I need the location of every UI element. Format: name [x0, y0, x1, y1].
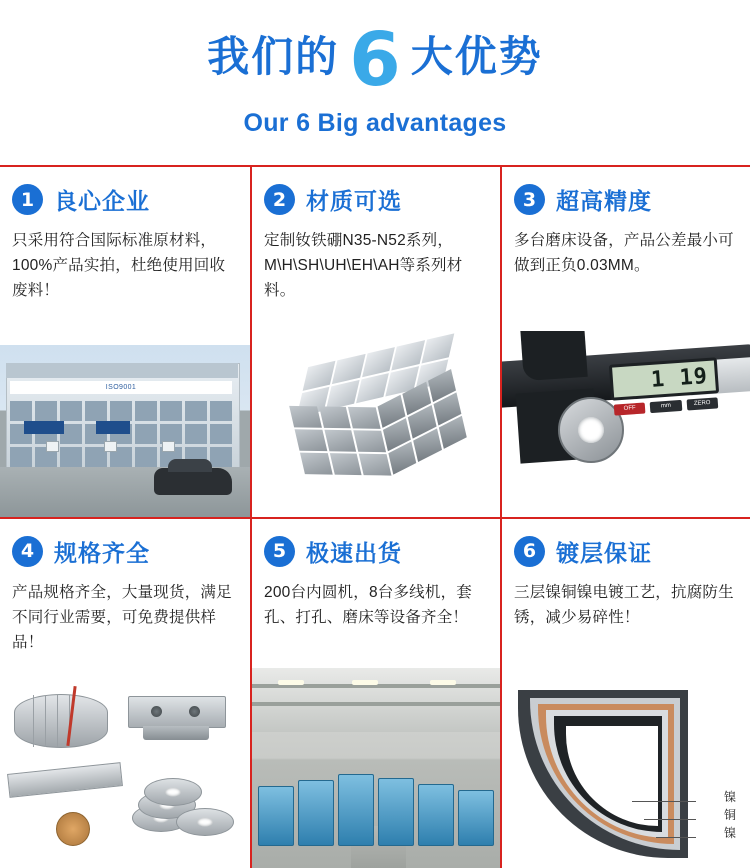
advantage-5-head: [264, 535, 488, 568]
headline-subtitle: Our 6 Big advantages: [243, 108, 507, 137]
grinding-machine: [298, 780, 334, 846]
building-banner-text: ISO9001: [10, 381, 232, 394]
bar-magnet: [7, 762, 123, 798]
block-magnet-with-holes: [128, 696, 226, 728]
machine-row: [252, 758, 500, 846]
ring-magnet: [144, 778, 202, 806]
advantage-card-3: [500, 165, 750, 517]
advantage-1-text: 只采用符合国际标准原材料，100%产品实拍，杜绝使用回收废料！: [12, 232, 226, 300]
grinding-machine: [338, 774, 374, 846]
layer-label-copper: 铜: [723, 808, 736, 822]
advantage-4-media: [0, 682, 250, 868]
advantage-3-head: [514, 183, 738, 216]
building-roofline: [6, 363, 238, 378]
caliper-lcd-screen: [609, 357, 719, 400]
countersunk-hole-icon: [189, 706, 200, 717]
ring-magnet-group: [132, 778, 218, 834]
ac-unit-icon: [104, 441, 117, 452]
countersunk-hole-icon: [151, 706, 162, 717]
advantage-3-media: [502, 331, 750, 517]
number-badge-icon: 2: [264, 184, 295, 215]
headline: [0, 17, 750, 103]
coating-cross-section-photo: [502, 682, 750, 868]
building-sign-left: [24, 421, 64, 434]
advantage-1-head: [12, 183, 238, 216]
caliper-button-row: [614, 397, 719, 415]
advantage-4-text: 产品规格齐全，大量现货，满足不同行业需要，可免费提供样品！: [12, 583, 232, 651]
magnet-cube: [280, 335, 473, 490]
headline-right-text: 大优势: [410, 33, 543, 81]
advantage-3-title: 超高精度: [556, 188, 652, 214]
advantage-card-4: [0, 517, 250, 868]
ceiling-lamp-icon: [352, 680, 378, 685]
advantage-4-title: 规格齐全: [54, 539, 150, 566]
reference-coin: [56, 812, 90, 846]
poster-header: [0, 0, 750, 138]
advantage-2-head: [264, 183, 488, 216]
advantage-6-title: 镀层保证: [556, 539, 652, 566]
ceiling-beam: [252, 702, 500, 706]
number-badge-icon: 1: [12, 184, 43, 215]
headline-big-number: 6: [349, 17, 401, 103]
disc-magnet-stack: [14, 694, 108, 748]
grinding-machine: [458, 790, 494, 846]
caliper-zero-button[interactable]: ZERO: [686, 397, 718, 410]
factory-building-photo: [0, 345, 250, 517]
factory-floor-photo: [252, 668, 500, 868]
advantage-3-text: 多台磨床设备，产品公差最小可做到正负0.03MM。: [514, 232, 734, 275]
advantage-card-2: [250, 165, 500, 517]
advantage-card-5: [250, 517, 500, 868]
ceiling-lamp-icon: [278, 680, 304, 685]
advantage-5-media: [252, 668, 500, 868]
layer-leader-line: [632, 801, 696, 802]
caliper-reading: 1 19: [650, 362, 709, 392]
parked-car: [154, 468, 232, 495]
advantage-6-text: 三层镍铜镍电镀工艺，抗腐防生锈，减少易碎性！: [514, 583, 734, 626]
grinding-machine: [258, 786, 294, 846]
workshop-ceiling: [252, 668, 500, 732]
advantage-2-media: [252, 317, 500, 517]
ceiling-lamp-icon: [430, 680, 456, 685]
ac-unit-icon: [46, 441, 59, 452]
advantage-5-title: 极速出货: [306, 539, 402, 566]
layer-leader-line: [644, 819, 696, 820]
cube-left-face: [289, 405, 391, 475]
grinding-machine: [378, 778, 414, 846]
caliper-off-button[interactable]: OFF: [614, 402, 646, 415]
ac-unit-icon: [162, 441, 175, 452]
advantage-4-head: [12, 535, 238, 568]
advantage-6-head: [514, 535, 738, 568]
advantage-1-media: [0, 345, 250, 517]
advantage-card-1: [0, 165, 250, 517]
number-badge-icon: 6: [514, 536, 545, 567]
advantage-2-text: 定制钕铁硼N35-N52系列，M\H\SH\UH\EH\AH等系列材料。: [264, 232, 463, 300]
advantage-5-text: 200台内圆机，8台多线机，套孔、打孔、磨床等设备齐全！: [264, 583, 472, 626]
ring-magnet: [176, 808, 234, 836]
building-windows: [10, 401, 232, 467]
number-badge-icon: 5: [264, 536, 295, 567]
caliper-upper-jaw: [520, 331, 587, 381]
assorted-magnets-photo: [0, 682, 250, 868]
grinding-machine: [418, 784, 454, 846]
headline-left-text: 我们的: [207, 33, 340, 81]
advantages-grid: [0, 165, 750, 868]
building-sign-right: [96, 421, 130, 434]
magnet-cube-photo: [252, 317, 500, 517]
layer-label-nickel-inner: 镍: [723, 826, 736, 840]
number-badge-icon: 4: [12, 536, 43, 567]
advantage-2-title: 材质可选: [306, 188, 402, 214]
layer-label-group: [722, 788, 736, 842]
layer-leader-line: [656, 837, 696, 838]
caliper-mm-button[interactable]: mm: [650, 399, 682, 412]
layer-label-nickel-outer: 镍: [723, 790, 736, 804]
advantage-6-media: [502, 682, 750, 868]
digital-caliper-photo: [502, 331, 750, 517]
advantage-1-title: 良心企业: [54, 188, 150, 214]
number-badge-icon: 3: [514, 184, 545, 215]
advantage-card-6: [500, 517, 750, 868]
